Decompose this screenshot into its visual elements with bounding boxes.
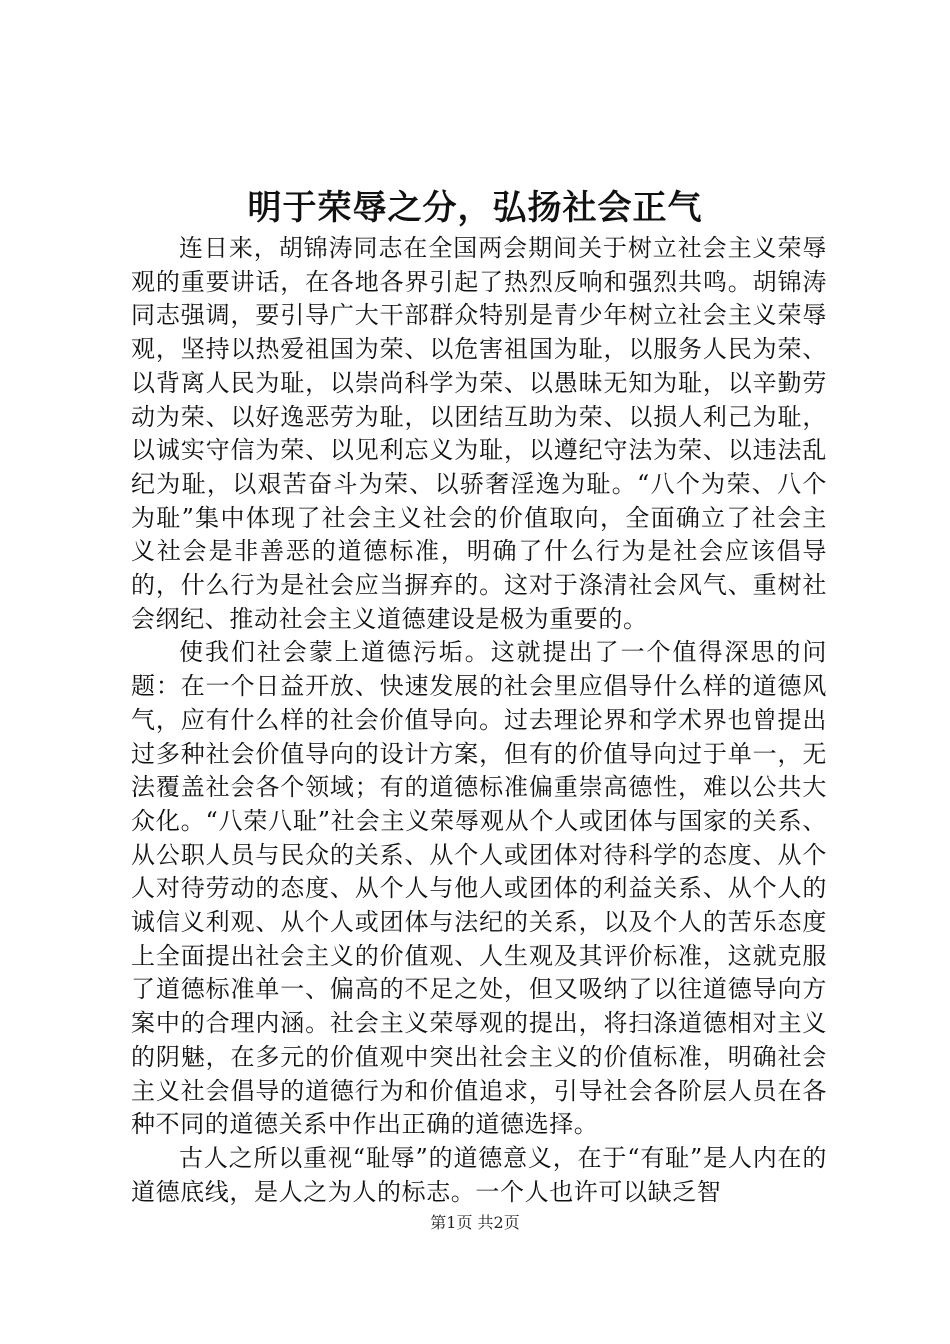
document-title: 明于荣辱之分，弘扬社会正气 [247, 188, 703, 228]
document-body [131, 232, 827, 1209]
paragraph-1: 连日来，胡锦涛同志在全国两会期间关于树立社会主义荣辱观的重要讲话，在各地各界引起了热烈反响和强烈共鸣。胡锦涛同志强调，要引导广大干部群众特别是青少年树立社会主义荣辱观，坚持以热爱祖国为荣、以危害祖国为耻，以服务人民为荣、以背离人民为耻，以崇尚科学为荣、以愚昧无知为耻，以辛勤劳动为荣、以好逸恶劳为耻，以团结互助为荣、以损人利己为耻，以诚实守信为荣、以见利忘义为耻，以遵纪守法为荣、以违法乱纪为耻，以艰苦奋斗为荣、以骄奢淫逸为耻。“八个为荣、八个为耻”集中体现了社会主义社会的价值取向，全面确立了社会主义社会是非善恶的道德标准，明确了什么行为是社会应该倡导的，什么行为是社会应当摒弃的。这对于涤清社会风气、重树社会纲纪、推动社会主义道德建设是极为重要的。 [131, 234, 827, 633]
paragraph-2: 使我们社会蒙上道德污垢。这就提出了一个值得深思的问题：在一个日益开放、快速发展的社会里应倡导什么样的道德风气，应有什么样的社会价值导向。过去理论界和学术界也曾提出过多种社会价值导向的设计方案，但有的价值导向过于单一，无法覆盖社会各个领域；有的道德标准偏重崇高德性，难以公共大众化。“八荣八耻”社会主义荣辱观从个人或团体与国家的关系、从公职人员与民众的关系、从个人或团体对待科学的态度、从个人对待劳动的态度、从个人与他人或团体的利益关系、从个人的诚信义利观、从个人或团体与法纪的关系，以及个人的苦乐态度上全面提出社会主义的价值观、人生观及其评价标准，这就克服了道德标准单一、偏高的不足之处，但又吸纳了以往道德导向方案中的合理内涵。社会主义荣辱观的提出，将扫涤道德相对主义的阴魅，在多元的价值观中突出社会主义的价值标准，明确社会主义社会倡导的道德行为和价值追求，引导社会各阶层人员在各种不同的道德关系中作出正确的道德选择。 [131, 638, 827, 1139]
paragraph-3: 古人之所以重视“耻辱”的道德意义，在于“有耻”是人内在的道德底线，是人之为人的标志。一个人也许可以缺乏智 [131, 1143, 827, 1206]
page-footer: 第1页 共2页 [430, 1213, 520, 1232]
